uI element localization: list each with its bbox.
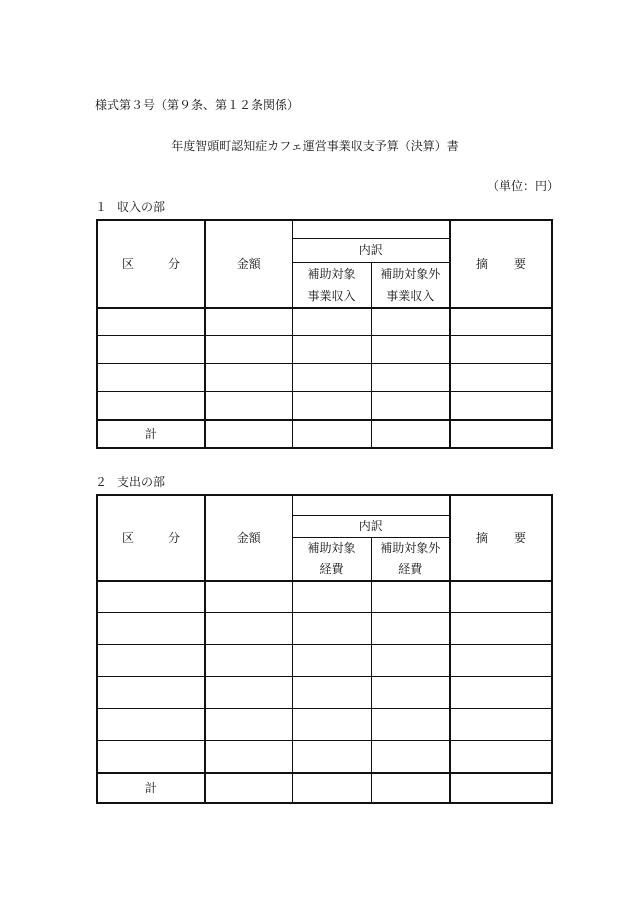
- section-title: 収入の部: [117, 200, 166, 214]
- table-row: [97, 364, 552, 392]
- table-row: [97, 613, 552, 645]
- spacer: [292, 495, 450, 515]
- total-label: 計: [97, 420, 205, 448]
- subsidized-income-header: 補助対象 事業収入: [292, 262, 371, 308]
- section-number: ２: [95, 475, 108, 489]
- expense-table: [96, 494, 553, 804]
- document-title: 年度智頭町認知症カフェ運営事業収支予算（決算）書: [171, 139, 459, 153]
- table-row: [97, 392, 552, 420]
- table-row: [97, 581, 552, 613]
- category-header: 区 分: [97, 220, 205, 308]
- breakdown-header: 内訳: [292, 238, 450, 262]
- unit-label: （単位：円）: [487, 179, 560, 193]
- remarks-header: 摘 要: [450, 495, 552, 581]
- table-row: [97, 677, 552, 709]
- subsidized-expense-header: 補助対象 経費: [292, 537, 371, 581]
- section-number: １: [95, 200, 108, 214]
- table-row: [97, 645, 552, 677]
- table-row: [97, 741, 552, 773]
- remarks-header: 摘 要: [450, 220, 552, 308]
- breakdown-header: 内訳: [292, 515, 450, 537]
- amount-header: 金額: [205, 495, 292, 581]
- expense-section-heading: [95, 473, 165, 490]
- income-section-heading: [95, 198, 165, 215]
- table-row: [97, 709, 552, 741]
- non-subsidized-expense-header: 補助対象外 経費: [371, 537, 450, 581]
- section-title: 支出の部: [117, 475, 166, 489]
- total-row: [97, 420, 552, 448]
- total-row: [97, 773, 552, 803]
- category-header: 区 分: [97, 495, 205, 581]
- spacer: [292, 220, 450, 238]
- total-label: 計: [97, 773, 205, 803]
- form-number: 様式第３号（第９条、第１２条関係）: [95, 98, 300, 112]
- table-row: [97, 336, 552, 364]
- income-table: [96, 219, 553, 449]
- table-row: [97, 308, 552, 336]
- non-subsidized-income-header: 補助対象外 事業収入: [371, 262, 450, 308]
- amount-header: 金額: [205, 220, 292, 308]
